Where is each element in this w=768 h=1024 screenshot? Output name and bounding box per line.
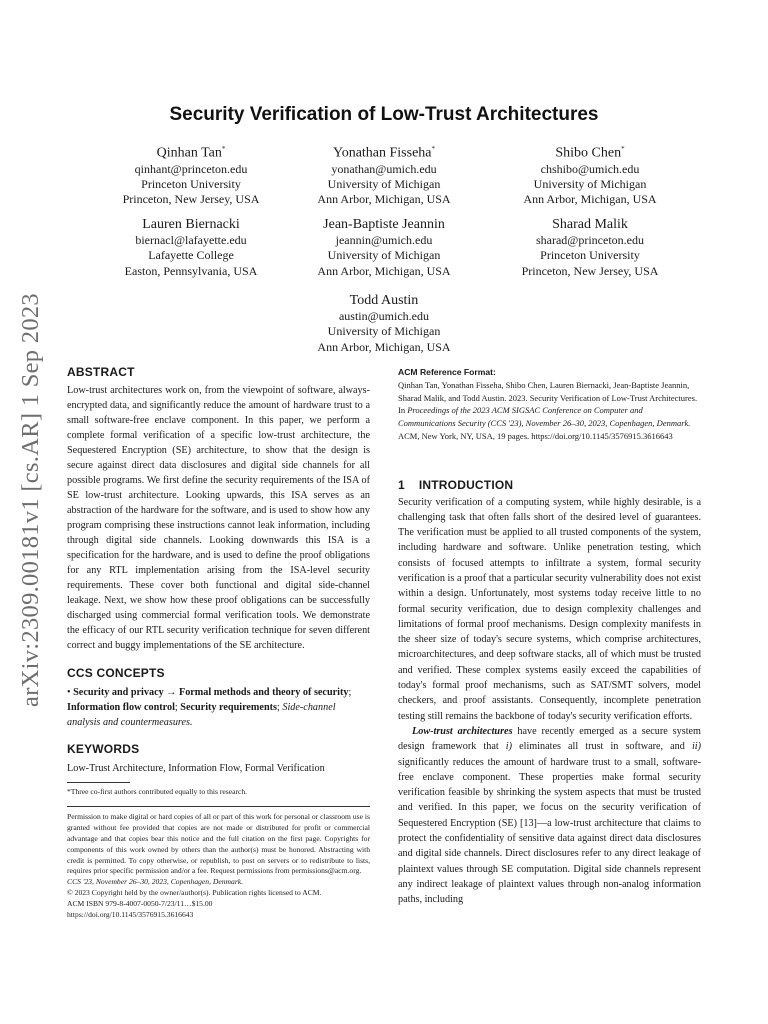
- author-name: Sharad Malik: [552, 217, 628, 232]
- author-affiliation: Princeton University: [141, 176, 241, 191]
- isbn: ACM ISBN 979-8-4007-0050-7/23/11…$15.00: [67, 899, 213, 909]
- author-affiliation: University of Michigan: [327, 176, 441, 191]
- author-affiliation: University of Michigan: [533, 176, 647, 191]
- arrow-icon: →: [166, 687, 177, 698]
- emphasis-term: Low-trust architectures: [412, 725, 513, 737]
- author-location: Princeton, New Jersey, USA: [122, 192, 260, 207]
- reference-proceedings: Proceedings of the 2023 ACM SIGSAC Conference on Computer and Communications Security (CCS '23), November 26–30, 2023, Copenhagen, Denmark.: [398, 405, 691, 429]
- right-column: [398, 367, 701, 908]
- author-block: [81, 216, 301, 279]
- ccs-concept: Information flow control: [67, 702, 175, 713]
- intro-text-segment: significantly reduces the amount of hardware trust to a small, software-free enclave component. These properties make formal security verification feasible by shrinking the system aspects that must be trusted and verified. In this paper, we focus on the security verification of Sequestered Encryption (SE) [13]—a low-trust architecture that claims to protect the confidentiality of sensitive data against direct data disclosures and digital side channels. Direct disclosures refer to any direct leakage of plaintext values through SE computation. Digital side channels represent any indirect leakage of plaintext values through non-analog information paths, including: [398, 756, 701, 906]
- arxiv-stamp-text: arXiv:2309.00181v1 [cs.AR] 1 Sep 2023: [17, 293, 44, 707]
- author-email[interactable]: biernacl@lafayette.edu: [135, 233, 247, 247]
- author-email[interactable]: chshibo@umich.edu: [540, 161, 640, 176]
- reference-format-text: [398, 379, 701, 443]
- intro-heading: [398, 478, 701, 492]
- intro-paragraph-1: Security verification of a computing system, while highly desirable, is a challenging task that often falls short of the desired level of guarantees. The verification must be applied to all trusted components of the system, including hardware and software. Unlike penetration testing, which consists of focused attempts to infiltrate a system, formal security verification is a proof that a particular security vulnerability does not exist within a design. Unfortunately, most systems today receive little to no formal security verification, due to design complexity challenges and limitations of formal proof mechanisms. Design complexity manifests in the sheer size of today's secure systems, which comprise architectures, microarchitectures, and deep software stacks, all of which must be trusted and verified. These complex systems easily exceed the capabilities of today's formal proof mechanisms, such as SAT/SMT solvers, model checkers, and proof assistants. Consequently, incomplete penetration testing still remains the backbone of today's security verification efforts.: [398, 496, 701, 722]
- author-email[interactable]: qinhant@princeton.edu: [134, 161, 248, 176]
- author-location: Ann Arbor, Michigan, USA: [523, 192, 657, 207]
- author-name: Qinhan Tan: [156, 145, 222, 161]
- author-block: [274, 141, 494, 208]
- intro-paragraph-2: [398, 724, 701, 908]
- section-number: 1: [398, 477, 405, 492]
- reference-authors: Qinhan Tan, Yonathan Fisseha, Shibo Chen, Lauren Biernacki, Jean-Baptiste Jeannin, Sharad Malik, and Todd Austin. 2023. Security Verification of Low-Trust Architectures. In: [398, 380, 698, 416]
- author-location: Ann Arbor, Michigan, USA: [317, 339, 451, 354]
- author-block: [274, 216, 494, 279]
- author-name: Lauren Biernacki: [142, 217, 240, 232]
- author-block: [81, 141, 301, 208]
- author-block: [274, 292, 494, 355]
- author-affiliation: University of Michigan: [327, 324, 441, 339]
- list-marker: ii): [691, 741, 701, 753]
- ccs-concept: Security requirements: [180, 702, 277, 713]
- cofirst-mark: *: [431, 145, 436, 153]
- author-location: Easton, Pennsylvania, USA: [124, 263, 258, 278]
- author-name: Shibo Chen: [555, 145, 622, 161]
- keywords-heading: KEYWORDS: [67, 742, 140, 756]
- footnote-rule: [67, 782, 130, 783]
- author-email[interactable]: sharad@princeton.edu: [535, 233, 644, 247]
- cofirst-mark: *: [221, 145, 226, 153]
- ccs-sep: ;: [276, 702, 280, 713]
- permission-rule: [67, 806, 370, 807]
- list-marker: i): [505, 741, 513, 753]
- ccs-concept: Security and privacy: [73, 687, 164, 698]
- cofirst-mark: *: [621, 145, 625, 153]
- ccs-concept: Side-channel analysis and countermeasures.: [67, 702, 336, 728]
- author-email[interactable]: yonathan@umich.edu: [331, 161, 437, 176]
- ccs-bullet: •: [67, 687, 71, 698]
- author-name: Jean-Baptiste Jeannin: [323, 217, 445, 232]
- author-affiliation: Lafayette College: [148, 248, 234, 263]
- abstract-heading: ABSTRACT: [67, 365, 135, 379]
- author-email[interactable]: jeannin@umich.edu: [335, 233, 433, 247]
- permission-notice: Permission to make digital or hard copies of all or part of this work for personal or classroom use is granted without fee provided that copies are not made or distributed for profit or commercial advantage and that copies bear this notice and the full citation on the first page. Copyrights for components of this work owned by others than the author(s) must be honored. Abstracting with credit is permitted. To copy otherwise, or republish, to post on servers or to redistribute to lists, requires prior specific permission and/or a fee. Request permissions from permissions@acm.org.: [67, 811, 370, 876]
- left-column: [67, 365, 370, 921]
- author-name: Todd Austin: [349, 293, 419, 308]
- author-block: [480, 141, 700, 208]
- author-name: Yonathan Fisseha: [332, 145, 432, 161]
- author-email[interactable]: austin@umich.edu: [338, 309, 430, 323]
- conference-info: CCS '23, November 26–30, 2023, Copenhagen, Denmark.: [67, 877, 244, 887]
- author-affiliation: University of Michigan: [327, 248, 441, 263]
- paper-title: Security Verification of Low-Trust Architectures: [169, 104, 599, 125]
- author-location: Ann Arbor, Michigan, USA: [317, 192, 451, 207]
- author-block: [480, 216, 700, 279]
- keywords-text: Low-Trust Architecture, Information Flow, Formal Verification: [67, 763, 325, 774]
- copyright-notice: © 2023 Copyright held by the owner/author(s). Publication rights licensed to ACM.: [67, 888, 322, 898]
- ccs-heading: CCS CONCEPTS: [67, 666, 165, 680]
- ccs-sep: ;: [348, 687, 352, 698]
- ccs-concept: Formal methods and theory of security: [178, 687, 349, 698]
- author-location: Ann Arbor, Michigan, USA: [317, 263, 451, 278]
- intro-text-segment: have recently emerged as a secure system design framework that: [398, 725, 701, 753]
- author-location: Princeton, New Jersey, USA: [521, 263, 659, 278]
- intro-text-segment: eliminates all trust in software, and: [512, 741, 692, 753]
- arxiv-stamp: [9, 280, 53, 720]
- reference-format-heading: ACM Reference Format:: [398, 367, 496, 377]
- section-title: INTRODUCTION: [418, 477, 514, 492]
- ccs-sep: ;: [174, 702, 178, 713]
- ccs-concepts: [67, 685, 370, 730]
- reference-tail[interactable]: ACM, New York, NY, USA, 19 pages. https://doi.org/10.1145/3576915.3616643: [398, 430, 673, 441]
- abstract-text: Low-trust architectures work on, from the viewpoint of software, always-encrypted data, and significantly reduce the amount of hardware trust to a small software-free enclave component. In this paper, we perform a complete formal verification of a specific low-trust architecture, the Sequestered Encryption (SE) architecture, to show that the design is secure against direct data disclosures and digital side channels for all possible programs. We first define the security requirements of the ISA of SE low-trust architecture. Looking upwards, this ISA serves as an abstraction of the hardware for the software, and is used to show how any program comprising these instructions cannot leak information, including through digital side channels. Looking downwards this ISA is a specification for the hardware, and is used to define the proof obligations for any RTL implementation arising from the ISA-level security requirements. These cover both functional and digital side-channel leakage. Next, we show how these proof obligations can be successfully discharged using commercial formal verification tools. We demonstrate the efficacy of our RTL security verification technique for seven different correct and buggy implementations of the SE architecture.: [67, 385, 370, 651]
- author-affiliation: Princeton University: [540, 248, 640, 263]
- cofirst-footnote: *Three co-first authors contributed equally to this research.: [67, 787, 248, 796]
- doi-link[interactable]: https://doi.org/10.1145/3576915.3616643: [67, 910, 194, 920]
